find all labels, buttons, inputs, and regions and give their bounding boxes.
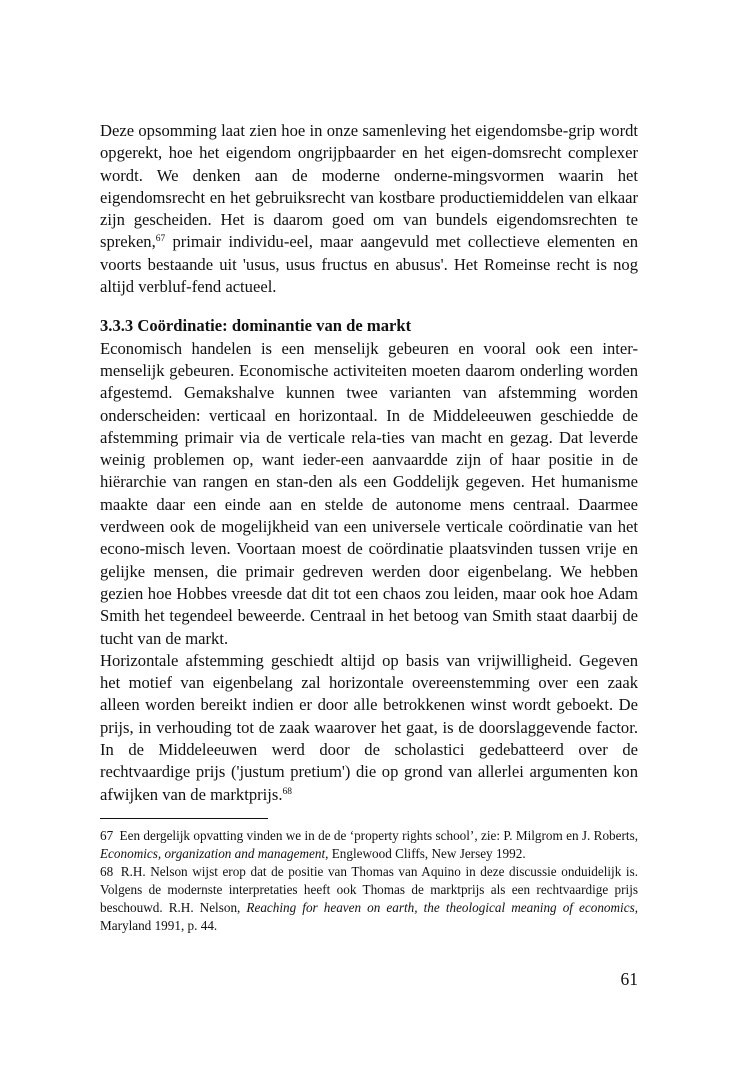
footnote-68 xyxy=(100,863,638,935)
paragraph-text: Horizontale afstemming geschiedt altijd op basis van vrijwilligheid. Gegeven het motief van eigenbelang zal horizontale overeenstemming over een zaak alleen worden bereikt indien er door alle betrokkenen winst wordt geboekt. De prijs, in verhouding tot de zaak waarover het gaat, is de doorslaggevende factor. In de Middeleeuwen werd door de scholastici gedebatteerd over de rechtvaardige prijs ('justum pretium') die op grond van allerlei argumenten kon afwijken van de marktprijs. xyxy=(100,650,638,804)
footnote-divider xyxy=(100,818,268,819)
footnotes xyxy=(100,827,638,935)
page-content xyxy=(100,120,638,935)
footnote-text: Een dergelijk opvatting vinden we in de de ‘property rights school’, zie: P. Milgrom en J. Roberts, xyxy=(116,827,638,843)
paragraph-horizontal xyxy=(100,650,638,806)
paragraph-property-rights xyxy=(100,120,638,298)
footnote-67 xyxy=(100,827,638,863)
body-text xyxy=(100,120,638,806)
page-number: 61 xyxy=(620,969,638,989)
footnote-ref-68[interactable]: 68 xyxy=(282,786,292,797)
footnote-book-title: Reaching for heaven on earth, the theological meaning of economics xyxy=(246,899,635,915)
footnote-number: 67 xyxy=(100,827,114,843)
footnote-text: , Englewood Cliffs, New Jersey 1992. xyxy=(325,845,526,861)
footnote-ref-67[interactable]: 67 xyxy=(155,234,166,245)
footnote-text: , Maryland 1991, p. 44. xyxy=(100,899,638,933)
footnote-book-title: Economics, organization and management xyxy=(100,845,326,861)
paragraph-text: primair individu-eel, maar aangevuld met collectieve elementen en voorts bestaande uit 'usus, usus fructus en abusus'. Het Romeinse recht is nog altijd verbluf-fend actueel. xyxy=(100,232,638,297)
footnote-text: R.H. Nelson wijst erop dat de positie van Thomas van Aquino in deze discussie onduidelijk is. Volgens de modernste interpretaties heeft ook Thomas de marktprijs als een rechtvaardige prijs beschouwd. R.H. Nelson, xyxy=(100,863,638,915)
paragraph-text: Deze opsomming laat zien hoe in onze samenleving het eigendomsbe-grip wordt opgerekt, hoe het eigendom ongrijpbaarder en het eigen-domsrecht complexer wordt. We denken aan de moderne onderne-mingsvormen waarin het eigendomsrecht en het gebruiksrecht van kostbare productiemiddelen van elkaar zijn gescheiden. Het is daarom goed om van bundels eigendomsrechten te spreken, xyxy=(100,121,638,252)
footnote-number: 68 xyxy=(100,863,114,879)
paragraph-coordination: Economisch handelen is een menselijk gebeuren en vooral ook een inter-menselijk gebeuren. Economische activiteiten moeten daarom onderling worden afgestemd. Gemakshalve kunnen twee varianten van afstemming worden onderscheiden: verticaal en horizontaal. In de Middeleeuwen geschiedde de afstemming primair via de verticale rela-ties van macht en gezag. Dat leverde weinig problemen op, want ieder-een aanvaardde zijn of haar positie in de hiërarchie van rangen en stan-den als een Goddelijk gegeven. Het humanisme maakte daar een einde aan en stelde de autonome mens centraal. Daarmee verdween ook de mogelijkheid van een universele verticale coördinatie van het econo-misch leven. Voortaan moest de coördinatie plaatsvinden tussen vrije en gelijke mensen, die primair gedreven werden door eigenbelang. We hebben gezien hoe Hobbes vreesde dat dit tot een chaos zou leiden, maar ook hoe Adam Smith het tegendeel beweerde. Centraal in het betoog van Smith staat daarbij de tucht van de markt. xyxy=(100,338,638,648)
section-heading: 3.3.3 Coördinatie: dominantie van de markt xyxy=(100,316,412,336)
